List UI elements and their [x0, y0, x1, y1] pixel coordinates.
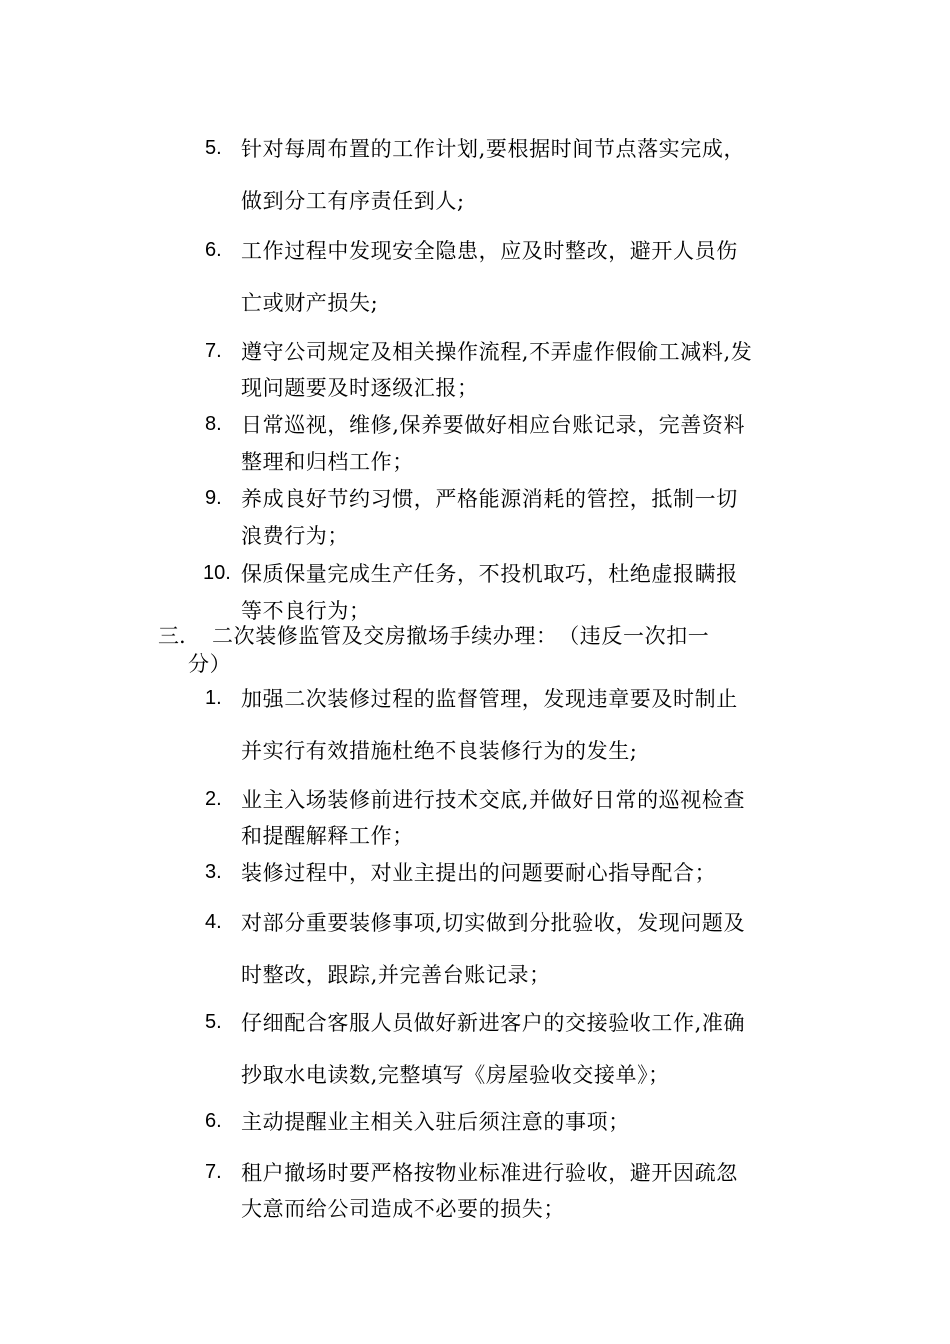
item-text-line: 对部分重要装修事项,切实做到分批验收，发现问题及 [241, 911, 746, 935]
item-number: 2. [205, 788, 222, 810]
item-text-line: 大意而给公司造成不必要的损失； [241, 1197, 565, 1221]
item-text-line: 浪费行为； [241, 524, 349, 548]
item-text-line: 主动提醒业主相关入驻后须注意的事项； [241, 1110, 630, 1134]
item-number: 8. [205, 413, 222, 435]
item-text-line: 做到分工有序责任到人; [241, 189, 465, 213]
item-text-line: 加强二次装修过程的监督管理，发现违章要及时制止 [241, 687, 738, 711]
item-text-line: 整理和归档工作； [241, 450, 414, 474]
item-text-line: 业主入场装修前进行技术交底,并做好日常的巡视检查 [241, 788, 746, 812]
item-text-line: 时整改，跟踪,并完善台账记录； [241, 963, 551, 987]
item-text-line: 装修过程中，对业主提出的问题要耐心指导配合； [241, 861, 717, 885]
item-text-line: 遵守公司规定及相关操作流程,不弄虚作假偷工减料,发 [241, 340, 753, 364]
item-text-line: 工作过程中发现安全隐患，应及时整改，避开人员伤 [241, 239, 738, 263]
item-number: 7. [205, 1161, 222, 1183]
item-number: 3. [205, 861, 222, 883]
item-number: 5. [205, 137, 222, 159]
item-text-line: 亡或财产损失; [241, 291, 379, 315]
item-number: 5. [205, 1011, 222, 1033]
item-number: 10. [203, 562, 231, 584]
item-text-line: 和提醒解释工作； [241, 824, 414, 848]
item-number: 1. [205, 687, 222, 709]
item-number: 6. [205, 1110, 222, 1132]
item-number: 4. [205, 911, 222, 933]
section-number: 三. [158, 624, 186, 648]
section-title-line: 二次装修监管及交房撤场手续办理： （违反一次扣一 [212, 624, 710, 648]
item-text-line: 仔细配合客服人员做好新进客户的交接验收工作,准确 [241, 1011, 746, 1035]
item-text-line: 针对每周布置的工作计划,要根据时间节点落实完成， [241, 137, 746, 161]
item-text-line: 抄取水电读数,完整填写《房屋验收交接单》； [241, 1063, 670, 1087]
item-text-line: 日常巡视，维修,保养要做好相应台账记录，完善资料 [241, 413, 746, 437]
item-text-line: 租户撤场时要严格按物业标准进行验收，避开因疏忽 [241, 1161, 738, 1185]
item-number: 9. [205, 487, 222, 509]
item-text-line: 并实行有效措施杜绝不良装修行为的发生; [241, 739, 638, 763]
item-text-line: 养成良好节约习惯，严格能源消耗的管控，抵制一切 [241, 487, 738, 511]
item-text-line: 等不良行为； [241, 599, 371, 623]
item-number: 7. [205, 340, 222, 362]
item-text-line: 保质保量完成生产任务，不投机取巧，杜绝虚报瞒报 [241, 562, 738, 586]
item-number: 6. [205, 239, 222, 261]
section-title-line: 分） [188, 652, 232, 676]
item-text-line: 现问题要及时逐级汇报； [241, 376, 479, 400]
